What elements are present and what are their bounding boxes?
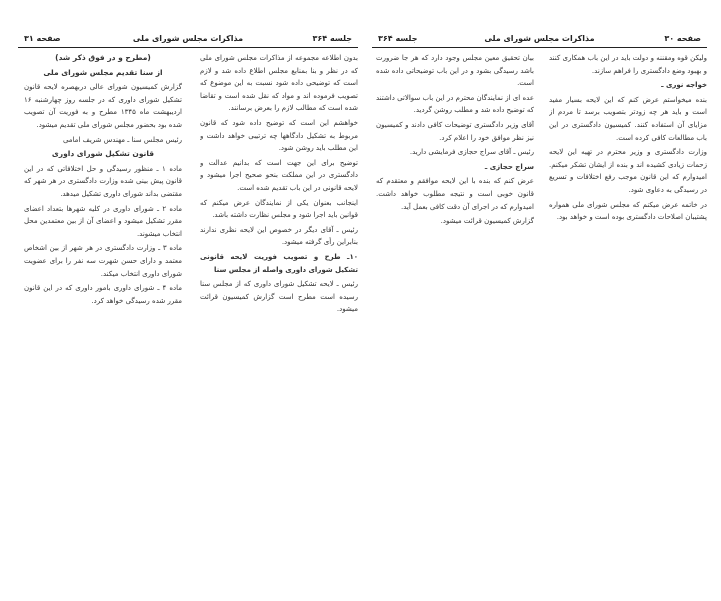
left-page [18,0,358,601]
session-number: جلسه ۳۶۴ [378,34,418,43]
paragraph: ماده ۴ ـ شورای داوری بامور داوری که در این قانون مقرر شده رسیدگی خواهد کرد. [24,284,182,305]
heading: (مطرح و در فوق ذکر شد) [55,53,151,62]
paragraph: توضیح برای این جهت است که بدانیم عدالت و دادگستری در این مملکت بنحو صحیح اجرا میشود و لایحه قانونی در این باب تقدیم شده است. [200,158,358,192]
paragraph: وزارت دادگستری و وزیر محترم در تهیه این لایحه زحمات زیادی کشیده اند و بنده از ایشان تشکر میکنم. امیدوارم که این قانون موجب رفع اختلافات و تسریع در رسیدگی به دعاوی شود. [549,148,707,194]
paragraph: عده ای از نمایندگان محترم در این باب سوالاتی داشتند که توضیح داده شد و مطلب روشن گردید. [376,93,534,115]
paragraph: عرض کنم که بنده با این لایحه موافقم و معتقدم که قانون خوبی است و نتیجه مطلوب خواهد داشت. امیدوارم که در اجرای آن دقت کافی بعمل آید. [376,177,534,211]
header-rule [372,47,707,48]
paragraph: آقای وزیر دادگستری توضیحات کافی دادند و کمیسیون نیز نظر موافق خود را اعلام کرد. [376,120,534,142]
paragraph: بدون اطلاعه مجموعه از مذاکرات مجلس شورای ملی که در نظر و بنا بمنابع مجلس اطلاع داده شد و لازم است که توضیحی داده شود نسبت به این موضوع که تصویب فرموده اند و مواد که نقل شده است و تقاضا شده است که مطالب لازم را بعرض برسانند. [200,54,358,113]
running-title: مذاکرات مجلس شورای ملی [132,34,244,43]
heading: ۱۰ـ طرح و تصویب فوریت لایحه قانونی تشکیل شورای داوری واصله از مجلس سنا [200,252,358,274]
text-column [376,52,534,592]
session-number: جلسه ۳۶۴ [312,34,352,43]
heading: سراج حجازی ـ [484,162,534,171]
paragraph: رئیس ـ آقای سراج حجازی فرمایشی دارید. [409,148,534,157]
paragraph: خواهشم این است که توضیح داده شود که قانون مربوط به تشکیل دادگاهها چه ترتیبی خواهد داشت و این مطلب باید روشن شود. [200,118,358,153]
paragraph: ولیکن قوه ومقننه و دولت باید در این باب همکاری کنند و بهبود وضع دادگستری را فراهم سازند. [549,54,707,75]
running-title: مذاکرات مجلس شورای ملی [484,34,595,43]
paragraph: گزارش کمیسیون شورای عالی دربهصره لایحه قانون تشکیل شورای داوری که در جلسه روز چهارشنبه ۱۶ اردیبهشت ماه ۱۳۴۵ مطرح و به فوریت آن تصویب شده بود بحضور مجلس شورای ملی تقدیم میشود. [24,83,182,129]
paragraph: گزارش کمیسیون قرائت میشود. [440,217,534,226]
paragraph: در خاتمه عرض میکنم که مجلس شورای ملی همواره پشتیبان اصلاحات دادگستری بوده است و خواهد بود. [549,200,707,222]
text-column [200,52,358,592]
text-column [24,52,182,592]
paragraph: ماده ۲ ـ شورای داوری در کلیه شهرها بتعداد اعضای مقرر تشکیل میشود و اعضای آن از بین معتمدین محل انتخاب میشوند. [24,204,182,238]
paragraph: رئیس ـ آقای دیگر در خصوص این لایحه نظری ندارند بنابراین رأی گرفته میشود. [200,225,358,247]
right-page [372,0,707,601]
page-number: صفحه ۳۱ [24,34,61,43]
paragraph: رئیس ـ لایحه تشکیل شورای داوری که از مجلس سنا رسیده است مطرح است گزارش کمیسیون قرائت میشود. [200,280,358,314]
paragraph: اینجانب بعنوان یکی از نمایندگان عرض میکنم که قوانین باید اجرا شود و مجلس نظارت داشته باشد. [200,198,358,220]
paragraph: ماده ۳ ـ وزارت دادگستری در هر شهر از بین اشخاص معتمد و دارای حسن شهرت سه نفر را برای عضویت شورای داوری انتخاب میکند. [24,244,182,278]
heading: قانون تشکیل شورای داوری [51,149,155,159]
paragraph: رئیس مجلس سنا ـ مهندس شریف امامی [62,135,182,144]
paragraph: ماده ۱ ـ منظور رسیدگی و حل اختلافاتی که در این قانون پیش بینی شده وزارت دادگستری در هر شهر که مقتضی بداند شورای داوری تشکیل میدهد. [24,164,182,198]
heading: خواجه نوری ـ [661,81,707,90]
heading: از سنا تقدیم مجلس شورای ملی [43,67,163,77]
page-header [372,34,707,46]
header-rule [18,47,358,48]
page-header [18,34,358,46]
paragraph: بنده میخواستم عرض کنم که این لایحه بسیار مفید است و باید هر چه زودتر بتصویب برسد تا مردم از مزایای آن استفاده کنند. کمیسیون دادگستری در این باب مطالعات کافی کرده است. [549,95,707,142]
text-column [549,52,707,592]
paragraph: بیان تحقیق معین مجلس وجود دارد که هر جا ضرورت باشد رسیدگی بشود و در این باب توضیحاتی داده شده است. [376,54,534,88]
page-number: صفحه ۳۰ [664,34,701,43]
